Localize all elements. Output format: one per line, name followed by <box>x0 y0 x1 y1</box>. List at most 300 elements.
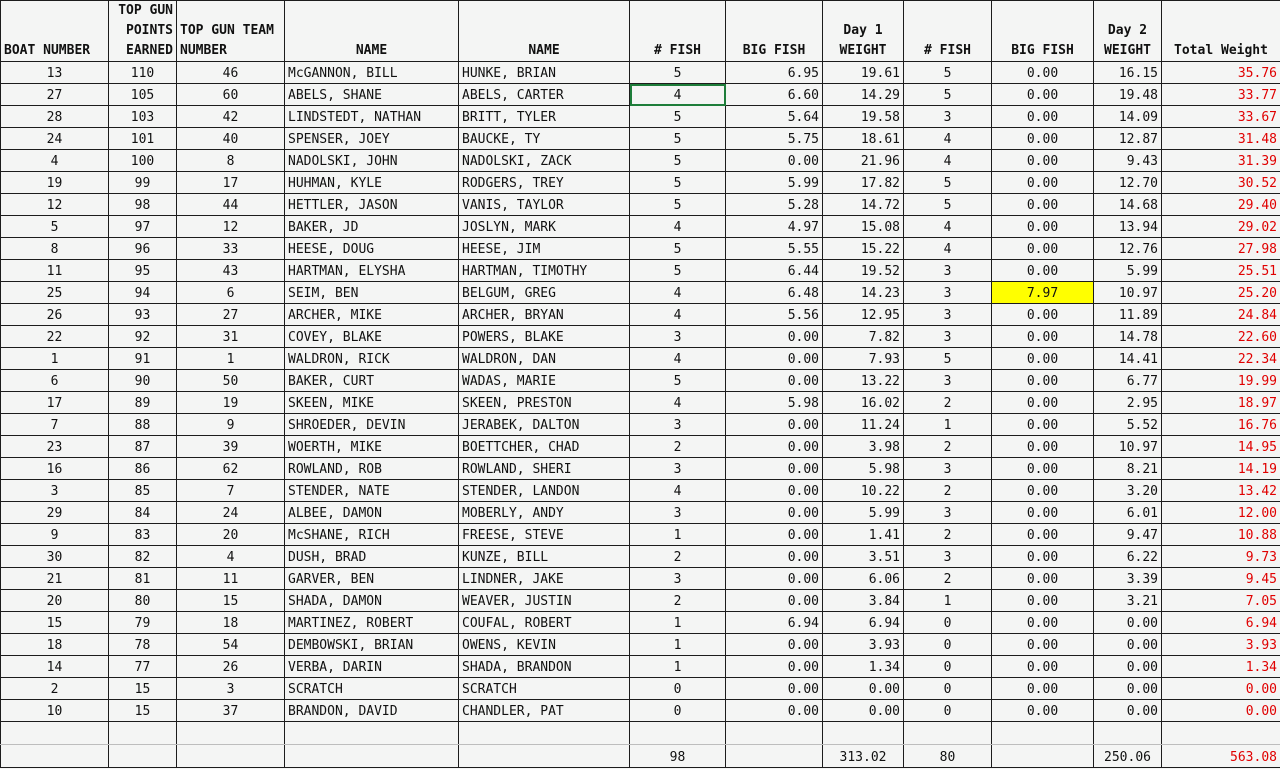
cell-day1-weight[interactable]: 7.93 <box>823 348 904 370</box>
cell-day1-weight[interactable]: 7.82 <box>823 326 904 348</box>
cell-top-gun-team[interactable]: 39 <box>177 436 285 458</box>
cell-day1-fish[interactable]: 5 <box>630 260 726 282</box>
cell-day1-weight[interactable]: 6.06 <box>823 568 904 590</box>
cell-day2-weight[interactable]: 13.94 <box>1094 216 1162 238</box>
cell-name-2[interactable]: STENDER, LANDON <box>459 480 630 502</box>
cell-day2-fish[interactable]: 2 <box>904 480 992 502</box>
cell-name-1[interactable]: SCRATCH <box>285 678 459 700</box>
cell-name-1[interactable]: DUSH, BRAD <box>285 546 459 568</box>
cell-day1-big-fish[interactable]: 0.00 <box>726 458 823 480</box>
cell-day2-big-fish[interactable]: 0.00 <box>992 326 1094 348</box>
cell-day1-weight[interactable]: 10.22 <box>823 480 904 502</box>
cell-total-weight[interactable]: 22.60 <box>1162 326 1280 348</box>
cell-name-1[interactable]: McGANNON, BILL <box>285 62 459 84</box>
cell-day2-fish[interactable]: 0 <box>904 634 992 656</box>
cell-name-1[interactable]: DEMBOWSKI, BRIAN <box>285 634 459 656</box>
cell-top-gun-points[interactable]: 77 <box>109 656 177 678</box>
cell-name-1[interactable]: HETTLER, JASON <box>285 194 459 216</box>
cell-top-gun-points[interactable]: 81 <box>109 568 177 590</box>
cell-day2-weight[interactable]: 14.78 <box>1094 326 1162 348</box>
cell-day1-weight[interactable]: 17.82 <box>823 172 904 194</box>
cell-day2-big-fish[interactable]: 0.00 <box>992 348 1094 370</box>
cell-name-2[interactable]: BOETTCHER, CHAD <box>459 436 630 458</box>
empty-cell[interactable] <box>823 722 904 745</box>
cell-day2-weight[interactable]: 0.00 <box>1094 612 1162 634</box>
cell-day2-fish[interactable]: 1 <box>904 590 992 612</box>
cell-day2-fish[interactable]: 5 <box>904 62 992 84</box>
cell-name-2[interactable]: HARTMAN, TIMOTHY <box>459 260 630 282</box>
cell-day2-fish[interactable]: 3 <box>904 106 992 128</box>
cell-day2-weight[interactable]: 11.89 <box>1094 304 1162 326</box>
cell-name-2[interactable]: OWENS, KEVIN <box>459 634 630 656</box>
cell-day2-fish[interactable]: 0 <box>904 656 992 678</box>
cell-name-2[interactable]: NADOLSKI, ZACK <box>459 150 630 172</box>
cell-name-1[interactable]: McSHANE, RICH <box>285 524 459 546</box>
cell-day1-weight[interactable]: 5.99 <box>823 502 904 524</box>
cell-top-gun-team[interactable]: 7 <box>177 480 285 502</box>
cell-day1-weight[interactable]: 13.22 <box>823 370 904 392</box>
cell-day2-big-fish[interactable]: 0.00 <box>992 634 1094 656</box>
cell-day1-big-fish[interactable]: 5.56 <box>726 304 823 326</box>
cell-day1-weight[interactable]: 1.34 <box>823 656 904 678</box>
cell-boat-number[interactable]: 16 <box>1 458 109 480</box>
cell-day2-big-fish[interactable]: 0.00 <box>992 568 1094 590</box>
cell-day2-big-fish[interactable]: 7.97 <box>992 282 1094 304</box>
cell-boat-number[interactable]: 21 <box>1 568 109 590</box>
cell-boat-number[interactable]: 7 <box>1 414 109 436</box>
cell-day1-weight[interactable]: 19.58 <box>823 106 904 128</box>
cell-day2-big-fish[interactable]: 0.00 <box>992 172 1094 194</box>
cell-day2-weight[interactable]: 14.68 <box>1094 194 1162 216</box>
cell-day2-big-fish[interactable]: 0.00 <box>992 106 1094 128</box>
cell-day2-weight[interactable]: 0.00 <box>1094 634 1162 656</box>
cell-name-2[interactable]: HUNKE, BRIAN <box>459 62 630 84</box>
cell-boat-number[interactable]: 5 <box>1 216 109 238</box>
cell-day1-fish[interactable]: 5 <box>630 62 726 84</box>
cell-day2-weight[interactable]: 12.87 <box>1094 128 1162 150</box>
cell-day1-weight[interactable]: 3.51 <box>823 546 904 568</box>
cell-day2-weight[interactable]: 10.97 <box>1094 436 1162 458</box>
cell-boat-number[interactable]: 1 <box>1 348 109 370</box>
cell-day1-fish[interactable]: 0 <box>630 678 726 700</box>
cell-total-weight[interactable]: 3.93 <box>1162 634 1280 656</box>
cell-name-1[interactable]: HARTMAN, ELYSHA <box>285 260 459 282</box>
cell-top-gun-team[interactable]: 50 <box>177 370 285 392</box>
cell-name-2[interactable]: WADAS, MARIE <box>459 370 630 392</box>
cell-top-gun-points[interactable]: 85 <box>109 480 177 502</box>
cell-day2-weight[interactable]: 3.20 <box>1094 480 1162 502</box>
empty-cell[interactable] <box>285 722 459 745</box>
cell-boat-number[interactable]: 25 <box>1 282 109 304</box>
header-top-gun-points[interactable] <box>109 1 177 62</box>
cell-day2-big-fish[interactable]: 0.00 <box>992 260 1094 282</box>
cell-day1-fish[interactable]: 2 <box>630 546 726 568</box>
cell-top-gun-points[interactable]: 98 <box>109 194 177 216</box>
cell-total-weight[interactable]: 27.98 <box>1162 238 1280 260</box>
total-day1-weight[interactable]: 313.02 <box>823 745 904 768</box>
cell-total-weight[interactable]: 33.77 <box>1162 84 1280 106</box>
cell-day1-weight[interactable]: 14.29 <box>823 84 904 106</box>
header-day1-weight[interactable] <box>823 1 904 62</box>
cell-boat-number[interactable]: 2 <box>1 678 109 700</box>
cell-day2-weight[interactable]: 6.01 <box>1094 502 1162 524</box>
cell-total-weight[interactable]: 29.40 <box>1162 194 1280 216</box>
cell-name-2[interactable]: ARCHER, BRYAN <box>459 304 630 326</box>
cell-top-gun-team[interactable]: 33 <box>177 238 285 260</box>
cell-day2-big-fish[interactable]: 0.00 <box>992 238 1094 260</box>
cell-top-gun-points[interactable]: 79 <box>109 612 177 634</box>
cell-name-2[interactable]: SHADA, BRANDON <box>459 656 630 678</box>
cell-top-gun-team[interactable]: 31 <box>177 326 285 348</box>
empty-cell[interactable] <box>285 745 459 768</box>
empty-cell[interactable] <box>992 722 1094 745</box>
cell-day1-big-fish[interactable]: 0.00 <box>726 436 823 458</box>
cell-boat-number[interactable]: 29 <box>1 502 109 524</box>
cell-day2-fish[interactable]: 4 <box>904 128 992 150</box>
total-weight-sum[interactable]: 563.08 <box>1162 745 1280 768</box>
cell-day1-big-fish[interactable]: 0.00 <box>726 414 823 436</box>
cell-day2-fish[interactable]: 2 <box>904 392 992 414</box>
cell-day1-fish[interactable]: 5 <box>630 238 726 260</box>
cell-day1-weight[interactable]: 6.94 <box>823 612 904 634</box>
empty-cell[interactable] <box>459 745 630 768</box>
cell-total-weight[interactable]: 33.67 <box>1162 106 1280 128</box>
cell-day2-fish[interactable]: 3 <box>904 326 992 348</box>
cell-total-weight[interactable]: 13.42 <box>1162 480 1280 502</box>
cell-day1-fish[interactable]: 5 <box>630 194 726 216</box>
cell-day2-fish[interactable]: 5 <box>904 348 992 370</box>
cell-day1-fish[interactable]: 2 <box>630 436 726 458</box>
cell-day2-big-fish[interactable]: 0.00 <box>992 612 1094 634</box>
cell-day1-big-fish[interactable]: 0.00 <box>726 150 823 172</box>
empty-cell[interactable] <box>726 745 823 768</box>
cell-name-2[interactable]: COUFAL, ROBERT <box>459 612 630 634</box>
cell-name-1[interactable]: BAKER, CURT <box>285 370 459 392</box>
cell-total-weight[interactable]: 16.76 <box>1162 414 1280 436</box>
cell-day2-big-fish[interactable]: 0.00 <box>992 458 1094 480</box>
total-day2-fish[interactable]: 80 <box>904 745 992 768</box>
cell-day1-fish[interactable]: 4 <box>630 282 726 304</box>
cell-top-gun-points[interactable]: 101 <box>109 128 177 150</box>
cell-day2-fish[interactable]: 5 <box>904 172 992 194</box>
cell-top-gun-points[interactable]: 82 <box>109 546 177 568</box>
cell-day2-fish[interactable]: 3 <box>904 282 992 304</box>
cell-day1-weight[interactable]: 12.95 <box>823 304 904 326</box>
cell-day2-fish[interactable]: 0 <box>904 700 992 722</box>
cell-boat-number[interactable]: 13 <box>1 62 109 84</box>
cell-day1-big-fish[interactable]: 5.98 <box>726 392 823 414</box>
cell-top-gun-points[interactable]: 105 <box>109 84 177 106</box>
cell-total-weight[interactable]: 35.76 <box>1162 62 1280 84</box>
cell-day1-big-fish[interactable]: 0.00 <box>726 590 823 612</box>
cell-top-gun-points[interactable]: 15 <box>109 678 177 700</box>
cell-day2-big-fish[interactable]: 0.00 <box>992 436 1094 458</box>
cell-day2-big-fish[interactable]: 0.00 <box>992 84 1094 106</box>
cell-total-weight[interactable]: 10.88 <box>1162 524 1280 546</box>
cell-day2-weight[interactable]: 16.15 <box>1094 62 1162 84</box>
cell-total-weight[interactable]: 0.00 <box>1162 700 1280 722</box>
cell-day2-weight[interactable]: 12.70 <box>1094 172 1162 194</box>
empty-cell[interactable] <box>904 722 992 745</box>
cell-top-gun-team[interactable]: 40 <box>177 128 285 150</box>
cell-top-gun-points[interactable]: 83 <box>109 524 177 546</box>
cell-day2-weight[interactable]: 0.00 <box>1094 700 1162 722</box>
cell-day2-big-fish[interactable]: 0.00 <box>992 546 1094 568</box>
cell-name-1[interactable]: BRANDON, DAVID <box>285 700 459 722</box>
cell-day1-weight[interactable]: 14.23 <box>823 282 904 304</box>
cell-day2-weight[interactable]: 8.21 <box>1094 458 1162 480</box>
cell-name-2[interactable]: KUNZE, BILL <box>459 546 630 568</box>
cell-day2-weight[interactable]: 5.52 <box>1094 414 1162 436</box>
cell-day2-big-fish[interactable]: 0.00 <box>992 62 1094 84</box>
cell-total-weight[interactable]: 0.00 <box>1162 678 1280 700</box>
cell-total-weight[interactable]: 25.51 <box>1162 260 1280 282</box>
cell-top-gun-team[interactable]: 54 <box>177 634 285 656</box>
empty-cell[interactable] <box>726 722 823 745</box>
empty-cell[interactable] <box>992 745 1094 768</box>
cell-day2-fish[interactable]: 0 <box>904 612 992 634</box>
cell-top-gun-points[interactable]: 89 <box>109 392 177 414</box>
cell-top-gun-points[interactable]: 96 <box>109 238 177 260</box>
cell-boat-number[interactable]: 30 <box>1 546 109 568</box>
cell-day2-fish[interactable]: 4 <box>904 150 992 172</box>
cell-day2-weight[interactable]: 3.21 <box>1094 590 1162 612</box>
cell-day2-fish[interactable]: 3 <box>904 304 992 326</box>
cell-day2-weight[interactable]: 5.99 <box>1094 260 1162 282</box>
cell-day1-weight[interactable]: 1.41 <box>823 524 904 546</box>
cell-day1-weight[interactable]: 15.22 <box>823 238 904 260</box>
cell-day2-big-fish[interactable]: 0.00 <box>992 678 1094 700</box>
cell-day2-fish[interactable]: 5 <box>904 194 992 216</box>
cell-day2-big-fish[interactable]: 0.00 <box>992 700 1094 722</box>
cell-day1-fish[interactable]: 3 <box>630 414 726 436</box>
cell-day2-fish[interactable]: 3 <box>904 260 992 282</box>
cell-day2-big-fish[interactable]: 0.00 <box>992 194 1094 216</box>
cell-day2-weight[interactable]: 14.09 <box>1094 106 1162 128</box>
cell-name-1[interactable]: SHROEDER, DEVIN <box>285 414 459 436</box>
cell-day1-weight[interactable]: 0.00 <box>823 700 904 722</box>
cell-top-gun-team[interactable]: 17 <box>177 172 285 194</box>
cell-boat-number[interactable]: 18 <box>1 634 109 656</box>
cell-day1-big-fish[interactable]: 5.28 <box>726 194 823 216</box>
cell-name-2[interactable]: ABELS, CARTER <box>459 84 630 106</box>
header-name-2[interactable]: NAME <box>459 1 630 62</box>
cell-day2-fish[interactable]: 4 <box>904 238 992 260</box>
cell-boat-number[interactable]: 9 <box>1 524 109 546</box>
cell-day2-big-fish[interactable]: 0.00 <box>992 414 1094 436</box>
cell-total-weight[interactable]: 31.39 <box>1162 150 1280 172</box>
header-day2-big-fish[interactable]: BIG FISH <box>992 1 1094 62</box>
cell-day1-weight[interactable]: 18.61 <box>823 128 904 150</box>
cell-day2-big-fish[interactable]: 0.00 <box>992 370 1094 392</box>
cell-day1-weight[interactable]: 16.02 <box>823 392 904 414</box>
cell-boat-number[interactable]: 12 <box>1 194 109 216</box>
cell-top-gun-points[interactable]: 90 <box>109 370 177 392</box>
cell-day1-fish[interactable]: 0 <box>630 700 726 722</box>
cell-top-gun-team[interactable]: 1 <box>177 348 285 370</box>
cell-day2-big-fish[interactable]: 0.00 <box>992 524 1094 546</box>
header-boat-number[interactable]: BOAT NUMBER <box>1 1 109 62</box>
cell-day2-weight[interactable]: 10.97 <box>1094 282 1162 304</box>
cell-day2-weight[interactable]: 14.41 <box>1094 348 1162 370</box>
cell-day2-weight[interactable]: 0.00 <box>1094 656 1162 678</box>
cell-total-weight[interactable]: 31.48 <box>1162 128 1280 150</box>
header-day1-big-fish[interactable]: BIG FISH <box>726 1 823 62</box>
cell-day1-weight[interactable]: 3.84 <box>823 590 904 612</box>
cell-name-2[interactable]: LINDNER, JAKE <box>459 568 630 590</box>
cell-day2-big-fish[interactable]: 0.00 <box>992 216 1094 238</box>
cell-day2-big-fish[interactable]: 0.00 <box>992 480 1094 502</box>
cell-day1-fish[interactable]: 3 <box>630 568 726 590</box>
cell-day1-big-fish[interactable]: 0.00 <box>726 568 823 590</box>
cell-name-1[interactable]: ALBEE, DAMON <box>285 502 459 524</box>
cell-top-gun-points[interactable]: 100 <box>109 150 177 172</box>
cell-total-weight[interactable]: 9.73 <box>1162 546 1280 568</box>
cell-day1-fish[interactable]: 1 <box>630 634 726 656</box>
cell-day1-fish[interactable]: 4 <box>630 84 726 106</box>
cell-day2-weight[interactable]: 9.47 <box>1094 524 1162 546</box>
cell-top-gun-points[interactable]: 15 <box>109 700 177 722</box>
empty-cell[interactable] <box>177 722 285 745</box>
cell-name-1[interactable]: ROWLAND, ROB <box>285 458 459 480</box>
cell-day1-big-fish[interactable]: 0.00 <box>726 700 823 722</box>
cell-total-weight[interactable]: 22.34 <box>1162 348 1280 370</box>
cell-day2-fish[interactable]: 0 <box>904 678 992 700</box>
cell-top-gun-team[interactable]: 3 <box>177 678 285 700</box>
cell-total-weight[interactable]: 7.05 <box>1162 590 1280 612</box>
cell-top-gun-points[interactable]: 87 <box>109 436 177 458</box>
cell-name-2[interactable]: JERABEK, DALTON <box>459 414 630 436</box>
cell-top-gun-team[interactable]: 9 <box>177 414 285 436</box>
cell-day1-big-fish[interactable]: 0.00 <box>726 678 823 700</box>
cell-top-gun-team[interactable]: 6 <box>177 282 285 304</box>
cell-name-1[interactable]: SEIM, BEN <box>285 282 459 304</box>
cell-day1-fish[interactable]: 5 <box>630 150 726 172</box>
cell-day1-fish[interactable]: 5 <box>630 370 726 392</box>
cell-day1-fish[interactable]: 1 <box>630 524 726 546</box>
cell-name-1[interactable]: WOERTH, MIKE <box>285 436 459 458</box>
cell-day2-fish[interactable]: 4 <box>904 216 992 238</box>
cell-day2-weight[interactable]: 12.76 <box>1094 238 1162 260</box>
cell-boat-number[interactable]: 28 <box>1 106 109 128</box>
cell-boat-number[interactable]: 17 <box>1 392 109 414</box>
cell-day1-fish[interactable]: 3 <box>630 458 726 480</box>
cell-day1-fish[interactable]: 4 <box>630 392 726 414</box>
cell-day2-fish[interactable]: 2 <box>904 524 992 546</box>
cell-day1-big-fish[interactable]: 0.00 <box>726 326 823 348</box>
cell-top-gun-team[interactable]: 20 <box>177 524 285 546</box>
cell-day1-big-fish[interactable]: 6.48 <box>726 282 823 304</box>
header-name-1[interactable]: NAME <box>285 1 459 62</box>
cell-top-gun-team[interactable]: 19 <box>177 392 285 414</box>
cell-day2-big-fish[interactable]: 0.00 <box>992 590 1094 612</box>
cell-boat-number[interactable]: 26 <box>1 304 109 326</box>
cell-day1-big-fish[interactable]: 6.44 <box>726 260 823 282</box>
cell-boat-number[interactable]: 15 <box>1 612 109 634</box>
cell-day2-fish[interactable]: 1 <box>904 414 992 436</box>
cell-total-weight[interactable]: 29.02 <box>1162 216 1280 238</box>
cell-name-2[interactable]: HEESE, JIM <box>459 238 630 260</box>
cell-top-gun-team[interactable]: 24 <box>177 502 285 524</box>
cell-day2-weight[interactable]: 19.48 <box>1094 84 1162 106</box>
cell-name-1[interactable]: COVEY, BLAKE <box>285 326 459 348</box>
cell-name-1[interactable]: ARCHER, MIKE <box>285 304 459 326</box>
cell-name-1[interactable]: SKEEN, MIKE <box>285 392 459 414</box>
cell-day1-fish[interactable]: 1 <box>630 656 726 678</box>
cell-name-1[interactable]: GARVER, BEN <box>285 568 459 590</box>
cell-day1-big-fish[interactable]: 6.94 <box>726 612 823 634</box>
cell-day1-weight[interactable]: 0.00 <box>823 678 904 700</box>
cell-day1-big-fish[interactable]: 0.00 <box>726 546 823 568</box>
cell-day1-fish[interactable]: 4 <box>630 304 726 326</box>
cell-total-weight[interactable]: 14.19 <box>1162 458 1280 480</box>
cell-day1-big-fish[interactable]: 0.00 <box>726 502 823 524</box>
cell-day1-weight[interactable]: 11.24 <box>823 414 904 436</box>
cell-top-gun-team[interactable]: 4 <box>177 546 285 568</box>
empty-cell[interactable] <box>630 722 726 745</box>
cell-name-1[interactable]: NADOLSKI, JOHN <box>285 150 459 172</box>
cell-boat-number[interactable]: 8 <box>1 238 109 260</box>
cell-name-2[interactable]: BAUCKE, TY <box>459 128 630 150</box>
cell-day2-fish[interactable]: 3 <box>904 502 992 524</box>
cell-name-1[interactable]: WALDRON, RICK <box>285 348 459 370</box>
cell-name-2[interactable]: ROWLAND, SHERI <box>459 458 630 480</box>
cell-day2-fish[interactable]: 3 <box>904 458 992 480</box>
cell-day2-fish[interactable]: 2 <box>904 436 992 458</box>
cell-name-1[interactable]: STENDER, NATE <box>285 480 459 502</box>
cell-total-weight[interactable]: 19.99 <box>1162 370 1280 392</box>
cell-total-weight[interactable]: 25.20 <box>1162 282 1280 304</box>
cell-day1-weight[interactable]: 19.52 <box>823 260 904 282</box>
cell-top-gun-team[interactable]: 62 <box>177 458 285 480</box>
cell-boat-number[interactable]: 3 <box>1 480 109 502</box>
cell-day1-big-fish[interactable]: 5.55 <box>726 238 823 260</box>
cell-day1-fish[interactable]: 5 <box>630 172 726 194</box>
cell-total-weight[interactable]: 14.95 <box>1162 436 1280 458</box>
cell-day2-fish[interactable]: 5 <box>904 84 992 106</box>
cell-top-gun-team[interactable]: 37 <box>177 700 285 722</box>
cell-boat-number[interactable]: 19 <box>1 172 109 194</box>
cell-boat-number[interactable]: 10 <box>1 700 109 722</box>
cell-boat-number[interactable]: 24 <box>1 128 109 150</box>
cell-boat-number[interactable]: 11 <box>1 260 109 282</box>
cell-top-gun-points[interactable]: 78 <box>109 634 177 656</box>
cell-day1-big-fish[interactable]: 4.97 <box>726 216 823 238</box>
cell-total-weight[interactable]: 6.94 <box>1162 612 1280 634</box>
cell-name-2[interactable]: MOBERLY, ANDY <box>459 502 630 524</box>
cell-top-gun-points[interactable]: 88 <box>109 414 177 436</box>
cell-day2-big-fish[interactable]: 0.00 <box>992 128 1094 150</box>
cell-name-1[interactable]: MARTINEZ, ROBERT <box>285 612 459 634</box>
cell-top-gun-team[interactable]: 26 <box>177 656 285 678</box>
cell-total-weight[interactable]: 18.97 <box>1162 392 1280 414</box>
cell-day1-weight[interactable]: 5.98 <box>823 458 904 480</box>
cell-top-gun-points[interactable]: 80 <box>109 590 177 612</box>
cell-top-gun-points[interactable]: 94 <box>109 282 177 304</box>
cell-day2-weight[interactable]: 0.00 <box>1094 678 1162 700</box>
cell-day1-fish[interactable]: 4 <box>630 216 726 238</box>
cell-day1-fish[interactable]: 2 <box>630 590 726 612</box>
cell-boat-number[interactable]: 14 <box>1 656 109 678</box>
cell-name-2[interactable]: JOSLYN, MARK <box>459 216 630 238</box>
total-day2-weight[interactable]: 250.06 <box>1094 745 1162 768</box>
cell-top-gun-team[interactable]: 42 <box>177 106 285 128</box>
cell-day1-big-fish[interactable]: 5.75 <box>726 128 823 150</box>
cell-day1-big-fish[interactable]: 0.00 <box>726 656 823 678</box>
empty-cell[interactable] <box>1 722 109 745</box>
cell-name-1[interactable]: BAKER, JD <box>285 216 459 238</box>
cell-top-gun-team[interactable]: 60 <box>177 84 285 106</box>
